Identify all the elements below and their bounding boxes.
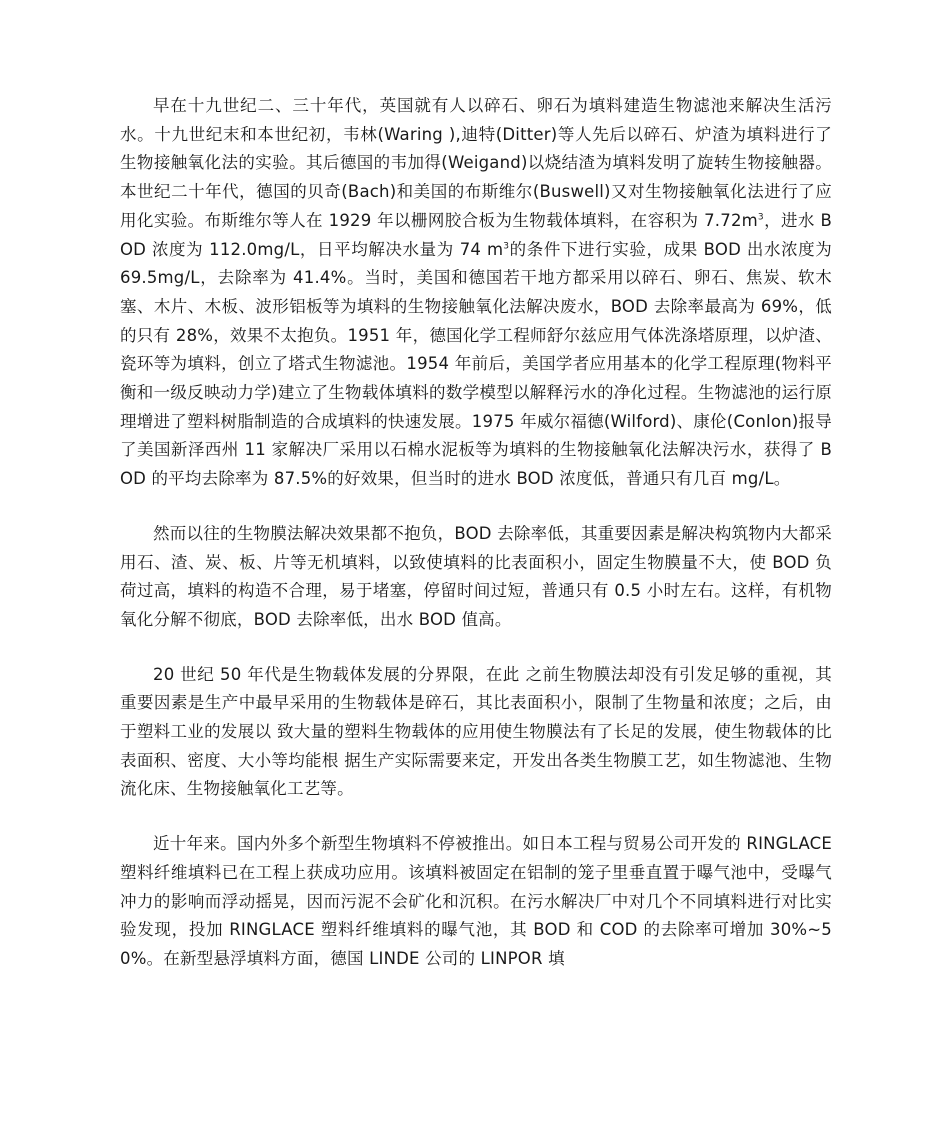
paragraph-history xyxy=(120,92,832,494)
superscript-cubed: 3 xyxy=(503,241,510,252)
paragraph-history-text-1: 早在十九世纪二、三十年代，英国就有人以碎石、卵石为填料建造生物滤池来解决生活污水。十九世纪末和本世纪初，韦林(Waring ),迪特(Ditter)等人先后以碎石、炉渣为填料进行了生物接触氧化法的实验。其后德国的韦加得(Weigand)以烧结渣为填料发明了旋转生物接触器。本世纪二十年代，德国的贝奇(Bach)和美国的布斯维尔(Buswell)又对生物接触氧化法进行了应用化实验。布斯维尔等人在 1929 年以栅网胶合板为生物载体填料，在容积为 7.72m xyxy=(120,96,832,230)
paragraph-limitations: 然而以往的生物膜法解决效果都不抱负，BOD 去除率低，其重要因素是解决构筑物内大都采用石、渣、炭、板、片等无机填料，以致使填料的比表面积小，固定生物膜量不大，使 BOD 负荷过高，填料的构造不合理，易于堵塞，停留时间过短，普通只有 0.5 小时左右。这样，有机物氧化分解不彻底，BOD 去除率低，出水 BOD 值高。 xyxy=(120,523,832,629)
paragraph-recent-developments: 近十年来。国内外多个新型生物填料不停被推出。如日本工程与贸易公司开发的 RINGLACE 塑料纤维填料已在工程上获成功应用。该填料被固定在铝制的笼子里垂直置于曝气池中，受曝气冲力的影响而浮动摇晃，因而污泥不会矿化和沉积。在污水解决厂中对几个不同填料进行对比实验发现，投加 RINGLACE 塑料纤维填料的曝气池，其 BOD 和 COD 的去除率可增加 30%~50%。在新型悬浮填料方面，德国 LINDE 公司的 LINPOR 填 xyxy=(120,834,832,968)
paragraph-history-text-3: 的条件下进行实验，成果 BOD 出水浓度为 69.5mg/L，去除率为 41.4%。当时，美国和德国若干地方都采用以碎石、卵石、焦炭、软木塞、木片、木板、波形铝板等为填料的生物接触氧化法解决废水，BOD 去除率最高为 69%，低的只有 28%，效果不太抱负。1951 年，德国化学工程师舒尔兹应用气体洗涤塔原理，以炉渣、瓷环等为填料，创立了塔式生物滤池。1954 年前后，美国学者应用基本的化学工程原理(物料平衡和一级反映动力学)建立了生物载体填料的数学模型以解释污水的净化过程。生物滤池的运行原理增进了塑料树脂制造的合成填料的快速发展。1975 年威尔福德(Wilford)、康伦(Conlon)报导了美国新泽西州 11 家解决厂采用以石棉水泥板等为填料的生物接触氧化法解决污水，获得了 BOD 的平均去除率为 87.5%的好效果，但当时的进水 BOD 浓度低，普通只有几百 mg/L。 xyxy=(120,239,832,489)
superscript-cubed: 3 xyxy=(757,212,764,223)
paragraph-1950s-turning-point: 20 世纪 50 年代是生物载体发展的分界限，在此 之前生物膜法却没有引发足够的重视，其重要因素是生产中最早采用的生物载体是碎石，其比表面积小，限制了生物量和浓度；之后，由于塑料工业的发展以 致大量的塑料生物载体的应用使生物膜法有了长足的发展，使生物载体的比表面积、密度、大小等均能根 据生产实际需要来定，开发出各类生物膜工艺，如生物滤池、生物流化床、生物接触氧化工艺等。 xyxy=(120,664,832,799)
document-body xyxy=(120,92,832,1000)
paragraph-history-text-2: ，进水 BOD 浓度为 112.0mg/L，日平均解决水量为 74 m xyxy=(120,210,832,259)
